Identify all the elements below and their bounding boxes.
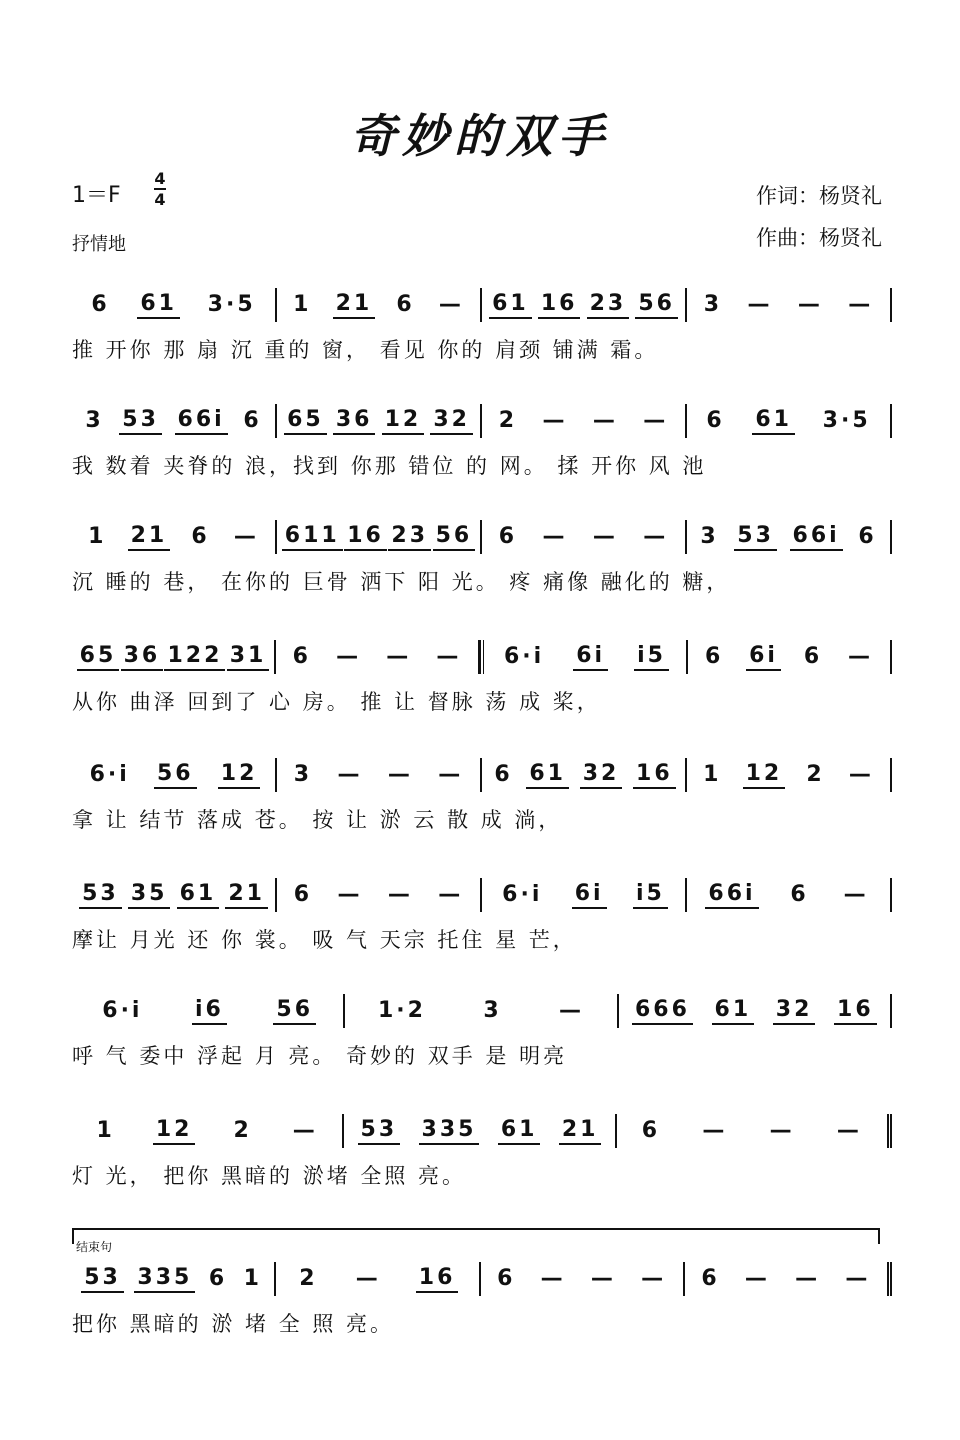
note-group: — <box>336 644 362 669</box>
lyrics-line: 沉 睡的 巷， 在你的 巨骨 洒下 阳 光。 疼 痛像 融化的 糖， <box>72 570 731 594</box>
measure <box>617 1114 892 1148</box>
note-group: 66i <box>705 881 758 909</box>
note-group: 53 <box>119 407 162 435</box>
note-group: — <box>386 644 412 669</box>
note-group: 53 <box>81 1265 124 1293</box>
measure <box>688 640 892 674</box>
measure <box>687 520 892 554</box>
notes-line <box>72 878 892 912</box>
lyrics-line: 从你 曲泽 回到了 心 房。 推 让 督脉 荡 成 桨， <box>72 690 601 714</box>
measure <box>687 404 892 438</box>
measure <box>480 640 688 674</box>
measure <box>482 520 687 554</box>
lyrics-line: 摩让 月光 还 你 裳。 吸 气 天宗 托住 星 芒， <box>72 928 577 952</box>
note-group: — <box>540 1266 566 1291</box>
measure <box>72 1262 276 1296</box>
note-group: 61 <box>177 881 220 909</box>
note-group: 21 <box>128 523 171 551</box>
note-group: 3 <box>700 524 719 549</box>
time-signature-top: 4 <box>154 169 166 188</box>
measure <box>72 758 277 792</box>
time-signature-bottom: 4 <box>154 189 166 209</box>
note-group: 3 <box>293 762 313 787</box>
note-group: — <box>747 292 773 317</box>
note-group: 61 <box>712 997 755 1025</box>
measure <box>619 994 892 1028</box>
notes-line <box>72 994 892 1028</box>
note-group: 16 <box>834 997 877 1025</box>
lyrics-line: 我 数着 夹脊的 浪，找到 你那 错位 的 网。 揉 开你 风 池 <box>72 454 707 478</box>
measure <box>72 878 277 912</box>
measure <box>276 1262 480 1296</box>
note-group: 3·5 <box>822 408 871 433</box>
note-group: 3 <box>703 292 723 317</box>
measure <box>72 520 277 554</box>
measure <box>687 878 892 912</box>
measure <box>345 994 618 1028</box>
lyricist-credit: 作词：杨贤礼 <box>756 184 882 208</box>
note-group: — <box>845 1266 871 1291</box>
note-group: 6i <box>573 643 608 671</box>
notes-line <box>72 640 892 674</box>
measure <box>72 994 345 1028</box>
note-group: 6i <box>746 643 781 671</box>
note-group: 12 <box>218 761 261 789</box>
note-group: 61 <box>489 291 532 319</box>
measure <box>482 758 687 792</box>
note-group: — <box>337 762 363 787</box>
note-group: 3 <box>85 408 104 433</box>
note-group: 6 <box>706 408 725 433</box>
note-group: — <box>558 998 584 1023</box>
note-group: — <box>836 1118 862 1143</box>
note-group: 6 <box>292 644 311 669</box>
note-group: — <box>641 1266 667 1291</box>
note-group: 1 <box>293 292 312 317</box>
note-group: — <box>233 524 259 549</box>
measure <box>481 1262 685 1296</box>
key-signature: 1＝F <box>72 183 121 208</box>
note-group: 12 <box>153 1117 196 1145</box>
note-group: 122 <box>164 643 225 671</box>
note-group: 1 <box>96 1118 115 1143</box>
note-group: 12 <box>382 407 425 435</box>
note-group: 56 <box>273 997 316 1025</box>
note-group: — <box>795 1266 821 1291</box>
note-group: — <box>643 524 669 549</box>
measure <box>482 878 687 912</box>
measure <box>344 1114 616 1148</box>
note-group: — <box>843 882 869 907</box>
time-signature <box>154 170 166 208</box>
note-group: 23 <box>388 523 431 551</box>
note-group: 61 <box>752 407 795 435</box>
notes-line <box>72 404 892 438</box>
measure <box>482 288 687 322</box>
notes-line <box>72 288 892 322</box>
note-group: 6 <box>704 644 724 669</box>
composer-credit: 作曲：杨贤礼 <box>756 226 882 250</box>
note-group: 3 <box>483 998 502 1023</box>
note-group: 16 <box>538 291 581 319</box>
song-title: 奇妙的双手 <box>350 109 610 163</box>
note-group: 1·2 <box>378 998 426 1023</box>
note-group: 666 <box>632 997 693 1025</box>
note-group: 61 <box>526 761 569 789</box>
note-group: — <box>438 882 464 907</box>
note-group: 2 <box>806 762 825 787</box>
note-group: — <box>797 292 823 317</box>
lyrics-line: 拿 让 结节 落成 苍。 按 让 淤 云 散 成 淌， <box>72 808 563 832</box>
note-group: 16 <box>344 523 387 551</box>
note-group: 335 <box>419 1117 480 1145</box>
note-group: 31 <box>227 643 270 671</box>
note-group: 6i <box>572 881 607 909</box>
note-group: — <box>848 762 874 787</box>
note-group: 61 <box>137 291 180 319</box>
note-group: — <box>848 292 874 317</box>
note-group: 53 <box>734 523 777 551</box>
note-group: i5 <box>633 881 668 909</box>
note-group: — <box>643 408 669 433</box>
note-group: 6 <box>208 1266 228 1291</box>
lyrics-line: 呼 气 委中 浮起 月 亮。 奇妙的 双手 是 明亮 <box>72 1044 568 1068</box>
note-group: 6 <box>243 408 262 433</box>
ending-bracket <box>72 1228 880 1244</box>
note-group: — <box>387 882 413 907</box>
lyrics-line: 灯 光， 把你 黑暗的 淤堵 全照 亮。 <box>72 1164 467 1188</box>
note-group: 6·i <box>89 762 130 787</box>
note-group: 36 <box>121 643 164 671</box>
note-group: 32 <box>773 997 816 1025</box>
note-group: — <box>542 524 568 549</box>
measure <box>277 520 482 554</box>
note-group: — <box>592 524 618 549</box>
note-group: i5 <box>634 643 669 671</box>
note-group: 65 <box>284 407 327 435</box>
note-group: 56 <box>433 523 476 551</box>
note-group: 23 <box>587 291 630 319</box>
lyrics-line: 推 开你 那 扇 沉 重的 窗， 看见 你的 肩颈 铺满 霜。 <box>72 338 659 362</box>
note-group: 66i <box>790 523 843 551</box>
notes-line <box>72 758 892 792</box>
notes-line <box>72 520 892 554</box>
note-group: 611 <box>282 523 343 551</box>
note-group: — <box>292 1118 318 1143</box>
measure <box>72 640 276 674</box>
note-group: 1 <box>703 762 722 787</box>
ending-label: 结束句 <box>76 1240 113 1254</box>
note-group: 2 <box>299 1266 318 1291</box>
note-group: 56 <box>154 761 197 789</box>
note-group: 61 <box>498 1117 541 1145</box>
note-group: 66i <box>175 407 228 435</box>
note-group: — <box>769 1118 795 1143</box>
note-group: 6 <box>497 1266 516 1291</box>
note-group: 1 <box>88 524 107 549</box>
measure <box>72 404 277 438</box>
note-group: — <box>337 882 363 907</box>
notes-line <box>72 1262 892 1296</box>
note-group: 65 <box>77 643 120 671</box>
note-group: — <box>438 762 464 787</box>
note-group: — <box>592 408 618 433</box>
note-group: 6 <box>293 882 313 907</box>
note-group: 6 <box>494 762 513 787</box>
notes-line <box>72 1114 892 1148</box>
note-group: 32 <box>430 407 473 435</box>
note-group: 6 <box>498 524 518 549</box>
note-group: 35 <box>128 881 171 909</box>
note-group: 21 <box>333 291 376 319</box>
note-group: 6 <box>803 644 823 669</box>
measure <box>685 1262 892 1296</box>
note-group: 56 <box>635 291 678 319</box>
measure <box>277 758 482 792</box>
tempo-marking: 抒情地 <box>72 234 126 255</box>
note-group: — <box>848 644 874 669</box>
note-group: 6 <box>191 524 210 549</box>
note-group: 1 <box>243 1266 262 1291</box>
note-group: — <box>702 1118 728 1143</box>
note-group: 6 <box>858 524 877 549</box>
measure <box>277 878 482 912</box>
measure <box>276 640 480 674</box>
note-group: 6 <box>91 292 110 317</box>
note-group: 53 <box>358 1117 401 1145</box>
note-group: 335 <box>134 1265 195 1293</box>
note-group: — <box>590 1266 616 1291</box>
measure <box>72 1114 344 1148</box>
note-group: — <box>744 1266 770 1291</box>
measure <box>687 288 892 322</box>
note-group: 6·i <box>502 882 543 907</box>
note-group: — <box>438 292 464 317</box>
measure <box>482 404 687 438</box>
note-group: 2 <box>233 1118 252 1143</box>
note-group: i6 <box>192 997 227 1025</box>
note-group: 12 <box>743 761 786 789</box>
note-group: — <box>436 644 462 669</box>
note-group: 6 <box>701 1266 720 1291</box>
note-group: 2 <box>498 408 518 433</box>
note-group: 36 <box>333 407 376 435</box>
note-group: 6·i <box>504 644 545 669</box>
note-group: — <box>542 408 568 433</box>
note-group: 32 <box>580 761 623 789</box>
note-group: 21 <box>559 1117 602 1145</box>
measure <box>277 404 482 438</box>
note-group: 6 <box>396 292 415 317</box>
note-group: 21 <box>225 881 268 909</box>
note-group: 16 <box>416 1265 459 1293</box>
measure <box>687 758 892 792</box>
measure <box>277 288 482 322</box>
lyrics-line: 把你 黑暗的 淤 堵 全 照 亮。 <box>72 1312 395 1336</box>
note-group: 6 <box>790 882 809 907</box>
note-group: 3·5 <box>207 292 256 317</box>
note-group: 6·i <box>102 998 143 1023</box>
note-group: 6 <box>641 1118 661 1143</box>
note-group: 53 <box>79 881 122 909</box>
note-group: 16 <box>633 761 676 789</box>
note-group: — <box>387 762 413 787</box>
measure <box>72 288 277 322</box>
note-group: — <box>355 1266 381 1291</box>
